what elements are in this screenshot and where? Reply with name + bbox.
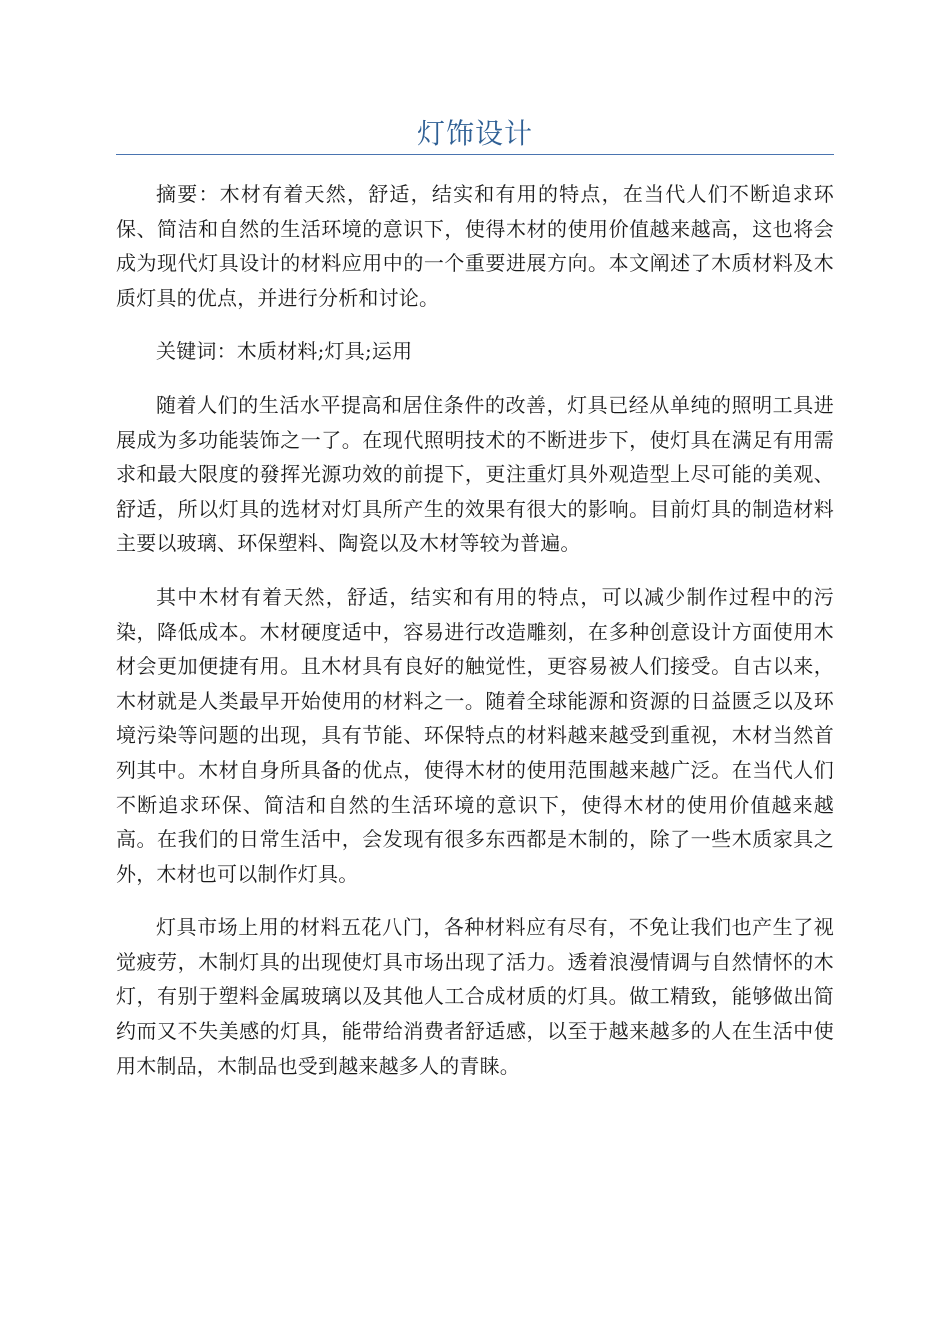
abstract-paragraph: 摘要：木材有着天然，舒适，结实和有用的特点，在当代人们不断追求环保、简洁和自然的生活环境的意识下，使得木材的使用价值越来越高，这也将会成为现代灯具设计的材料应用中的一个重要进展方向。本文阐述了木质材料及木质灯具的优点，并进行分析和讨论。	[116, 182, 834, 310]
document-title: 灯饰设计	[416, 117, 533, 150]
keywords-paragraph: 关键词：木质材料;灯具;运用	[156, 339, 413, 364]
body-paragraph: 灯具市场上用的材料五花八门，各种材料应有尽有，不免让我们也产生了视觉疲劳，木制灯具的出现使灯具市场出现了活力。透着浪漫情调与自然情怀的木灯，有别于塑料金属玻璃以及其他人工合成材质的灯具。做工精致，能够做出简约而又不失美感的灯具，能带给消费者舒适感，以至于越来越多的人在生活中使用木制品，木制品也受到越来越多人的青睐。	[116, 915, 834, 1078]
title-underline	[116, 154, 834, 155]
document-body	[116, 177, 834, 1083]
body-paragraph: 其中木材有着天然，舒适，结实和有用的特点，可以减少制作过程中的污染，降低成本。木材硬度适中，容易进行改造雕刻，在多种创意设计方面使用木材会更加便捷有用。且木材具有良好的触觉性，更容易被人们接受。自古以来，木材就是人类最早开始使用的材料之一。随着全球能源和资源的日益匮乏以及环境污染等问题的出现，具有节能、环保特点的材料越来越受到重视，木材当然首列其中。木材自身所具备的优点，使得木材的使用范围越来越广泛。在当代人们不断追求环保、简洁和自然的生活环境的意识下，使得木材的使用价值越来越高。在我们的日常生活中，会发现有很多东西都是木制的，除了一些木质家具之外，木材也可以制作灯具。	[116, 584, 834, 886]
body-paragraph: 随着人们的生活水平提高和居住条件的改善，灯具已经从单纯的照明工具进展成为多功能装饰之一了。在现代照明技术的不断进步下，使灯具在满足有用需求和最大限度的發挥光源功效的前提下，更注重灯具外观造型上尽可能的美观、舒适，所以灯具的选材对灯具所产生的效果有很大的影响。目前灯具的制造材料主要以玻璃、环保塑料、陶瓷以及木材等较为普遍。	[116, 392, 834, 556]
